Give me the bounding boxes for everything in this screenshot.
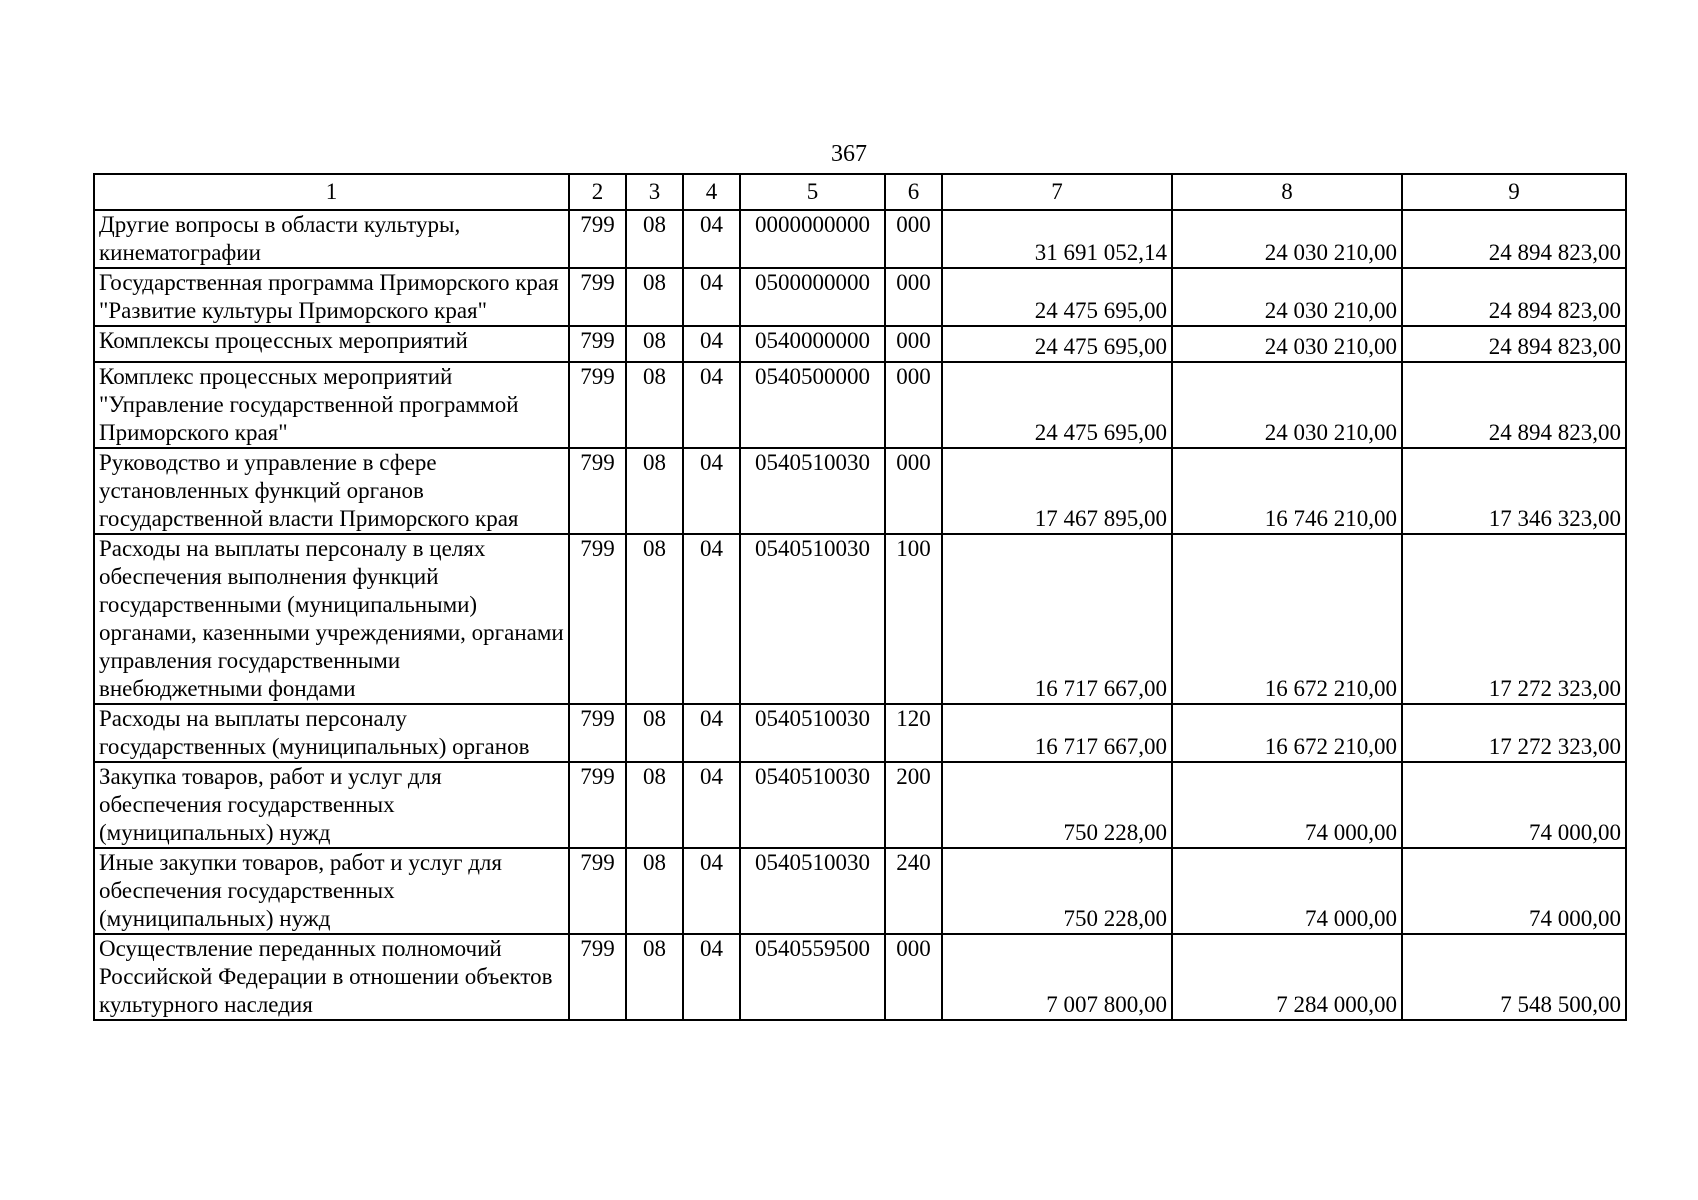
code-cell: 0540000000 xyxy=(740,326,885,362)
table-row xyxy=(94,762,1626,848)
amount-cell: 24 894 823,00 xyxy=(1402,210,1626,268)
header-cell: 3 xyxy=(626,174,683,210)
header-cell: 6 xyxy=(885,174,942,210)
code-cell: 04 xyxy=(683,268,740,326)
code-cell: 000 xyxy=(885,362,942,448)
amount-cell: 7 007 800,00 xyxy=(942,934,1172,1020)
code-cell: 200 xyxy=(885,762,942,848)
code-cell: 04 xyxy=(683,534,740,704)
code-cell: 08 xyxy=(626,934,683,1020)
code-cell: 08 xyxy=(626,534,683,704)
row-name-cell: Закупка товаров, работ и услуг для обеспечения государственных (муниципальных) нужд xyxy=(94,762,569,848)
code-cell: 08 xyxy=(626,762,683,848)
code-cell: 0540510030 xyxy=(740,534,885,704)
code-cell: 000 xyxy=(885,448,942,534)
code-cell: 04 xyxy=(683,848,740,934)
amount-cell: 17 346 323,00 xyxy=(1402,448,1626,534)
code-cell: 240 xyxy=(885,848,942,934)
header-cell: 1 xyxy=(94,174,569,210)
amount-cell: 74 000,00 xyxy=(1172,848,1402,934)
code-cell: 04 xyxy=(683,762,740,848)
code-cell: 799 xyxy=(569,268,626,326)
amount-cell: 74 000,00 xyxy=(1402,848,1626,934)
code-cell: 04 xyxy=(683,448,740,534)
amount-cell: 24 030 210,00 xyxy=(1172,210,1402,268)
code-cell: 04 xyxy=(683,704,740,762)
amount-cell: 750 228,00 xyxy=(942,762,1172,848)
header-cell: 5 xyxy=(740,174,885,210)
row-name-cell: Другие вопросы в области культуры, кинематографии xyxy=(94,210,569,268)
code-cell: 799 xyxy=(569,326,626,362)
table-row xyxy=(94,362,1626,448)
table-row xyxy=(94,448,1626,534)
code-cell: 0540559500 xyxy=(740,934,885,1020)
amount-cell: 24 894 823,00 xyxy=(1402,362,1626,448)
amount-cell: 24 475 695,00 xyxy=(942,326,1172,362)
code-cell: 799 xyxy=(569,210,626,268)
row-name-cell: Комплексы процессных мероприятий xyxy=(94,326,569,362)
code-cell: 799 xyxy=(569,848,626,934)
code-cell: 0540510030 xyxy=(740,704,885,762)
code-cell: 04 xyxy=(683,934,740,1020)
code-cell: 799 xyxy=(569,448,626,534)
code-cell: 08 xyxy=(626,448,683,534)
code-cell: 000 xyxy=(885,268,942,326)
code-cell: 08 xyxy=(626,704,683,762)
amount-cell: 74 000,00 xyxy=(1172,762,1402,848)
amount-cell: 16 717 667,00 xyxy=(942,704,1172,762)
row-name-cell: Иные закупки товаров, работ и услуг для обеспечения государственных (муниципальных) нужд xyxy=(94,848,569,934)
amount-cell: 24 475 695,00 xyxy=(942,362,1172,448)
header-cell: 2 xyxy=(569,174,626,210)
code-cell: 08 xyxy=(626,268,683,326)
budget-table xyxy=(93,173,1627,1021)
code-cell: 000 xyxy=(885,326,942,362)
amount-cell: 74 000,00 xyxy=(1402,762,1626,848)
code-cell: 04 xyxy=(683,210,740,268)
header-cell: 4 xyxy=(683,174,740,210)
amount-cell: 31 691 052,14 xyxy=(942,210,1172,268)
table-row xyxy=(94,268,1626,326)
code-cell: 08 xyxy=(626,362,683,448)
code-cell: 04 xyxy=(683,362,740,448)
amount-cell: 24 475 695,00 xyxy=(942,268,1172,326)
row-name-cell: Расходы на выплаты персоналу в целях обеспечения выполнения функций государственными (муниципальными) органами, казенными учреждениями, органами управления государственными внебюджетными фондами xyxy=(94,534,569,704)
amount-cell: 24 894 823,00 xyxy=(1402,326,1626,362)
code-cell: 000 xyxy=(885,210,942,268)
code-cell: 799 xyxy=(569,534,626,704)
amount-cell: 24 894 823,00 xyxy=(1402,268,1626,326)
amount-cell: 16 672 210,00 xyxy=(1172,704,1402,762)
code-cell: 0540510030 xyxy=(740,448,885,534)
table-row xyxy=(94,534,1626,704)
code-cell: 100 xyxy=(885,534,942,704)
amount-cell: 7 284 000,00 xyxy=(1172,934,1402,1020)
code-cell: 08 xyxy=(626,848,683,934)
code-cell: 799 xyxy=(569,762,626,848)
page-number: 367 xyxy=(831,141,867,167)
row-name-cell: Государственная программа Приморского края "Развитие культуры Приморского края" xyxy=(94,268,569,326)
header-cell: 8 xyxy=(1172,174,1402,210)
table-header-row xyxy=(94,174,1626,210)
amount-cell: 24 030 210,00 xyxy=(1172,326,1402,362)
table-row xyxy=(94,848,1626,934)
amount-cell: 16 717 667,00 xyxy=(942,534,1172,704)
amount-cell: 24 030 210,00 xyxy=(1172,268,1402,326)
table-row xyxy=(94,704,1626,762)
amount-cell: 16 746 210,00 xyxy=(1172,448,1402,534)
table-row xyxy=(94,210,1626,268)
code-cell: 0500000000 xyxy=(740,268,885,326)
code-cell: 799 xyxy=(569,362,626,448)
code-cell: 08 xyxy=(626,210,683,268)
amount-cell: 17 272 323,00 xyxy=(1402,534,1626,704)
table-row xyxy=(94,326,1626,362)
header-cell: 9 xyxy=(1402,174,1626,210)
code-cell: 0540510030 xyxy=(740,848,885,934)
code-cell: 799 xyxy=(569,704,626,762)
code-cell: 799 xyxy=(569,934,626,1020)
amount-cell: 750 228,00 xyxy=(942,848,1172,934)
header-cell: 7 xyxy=(942,174,1172,210)
code-cell: 0540500000 xyxy=(740,362,885,448)
code-cell: 120 xyxy=(885,704,942,762)
row-name-cell: Руководство и управление в сфере установленных функций органов государственной власти Приморского края xyxy=(94,448,569,534)
code-cell: 04 xyxy=(683,326,740,362)
code-cell: 0540510030 xyxy=(740,762,885,848)
code-cell: 0000000000 xyxy=(740,210,885,268)
table-row xyxy=(94,934,1626,1020)
amount-cell: 7 548 500,00 xyxy=(1402,934,1626,1020)
code-cell: 000 xyxy=(885,934,942,1020)
amount-cell: 24 030 210,00 xyxy=(1172,362,1402,448)
amount-cell: 17 467 895,00 xyxy=(942,448,1172,534)
amount-cell: 16 672 210,00 xyxy=(1172,534,1402,704)
row-name-cell: Комплекс процессных мероприятий "Управление государственной программой Приморского края" xyxy=(94,362,569,448)
row-name-cell: Расходы на выплаты персоналу государственных (муниципальных) органов xyxy=(94,704,569,762)
row-name-cell: Осуществление переданных полномочий Российской Федерации в отношении объектов культурного наследия xyxy=(94,934,569,1020)
code-cell: 08 xyxy=(626,326,683,362)
amount-cell: 17 272 323,00 xyxy=(1402,704,1626,762)
